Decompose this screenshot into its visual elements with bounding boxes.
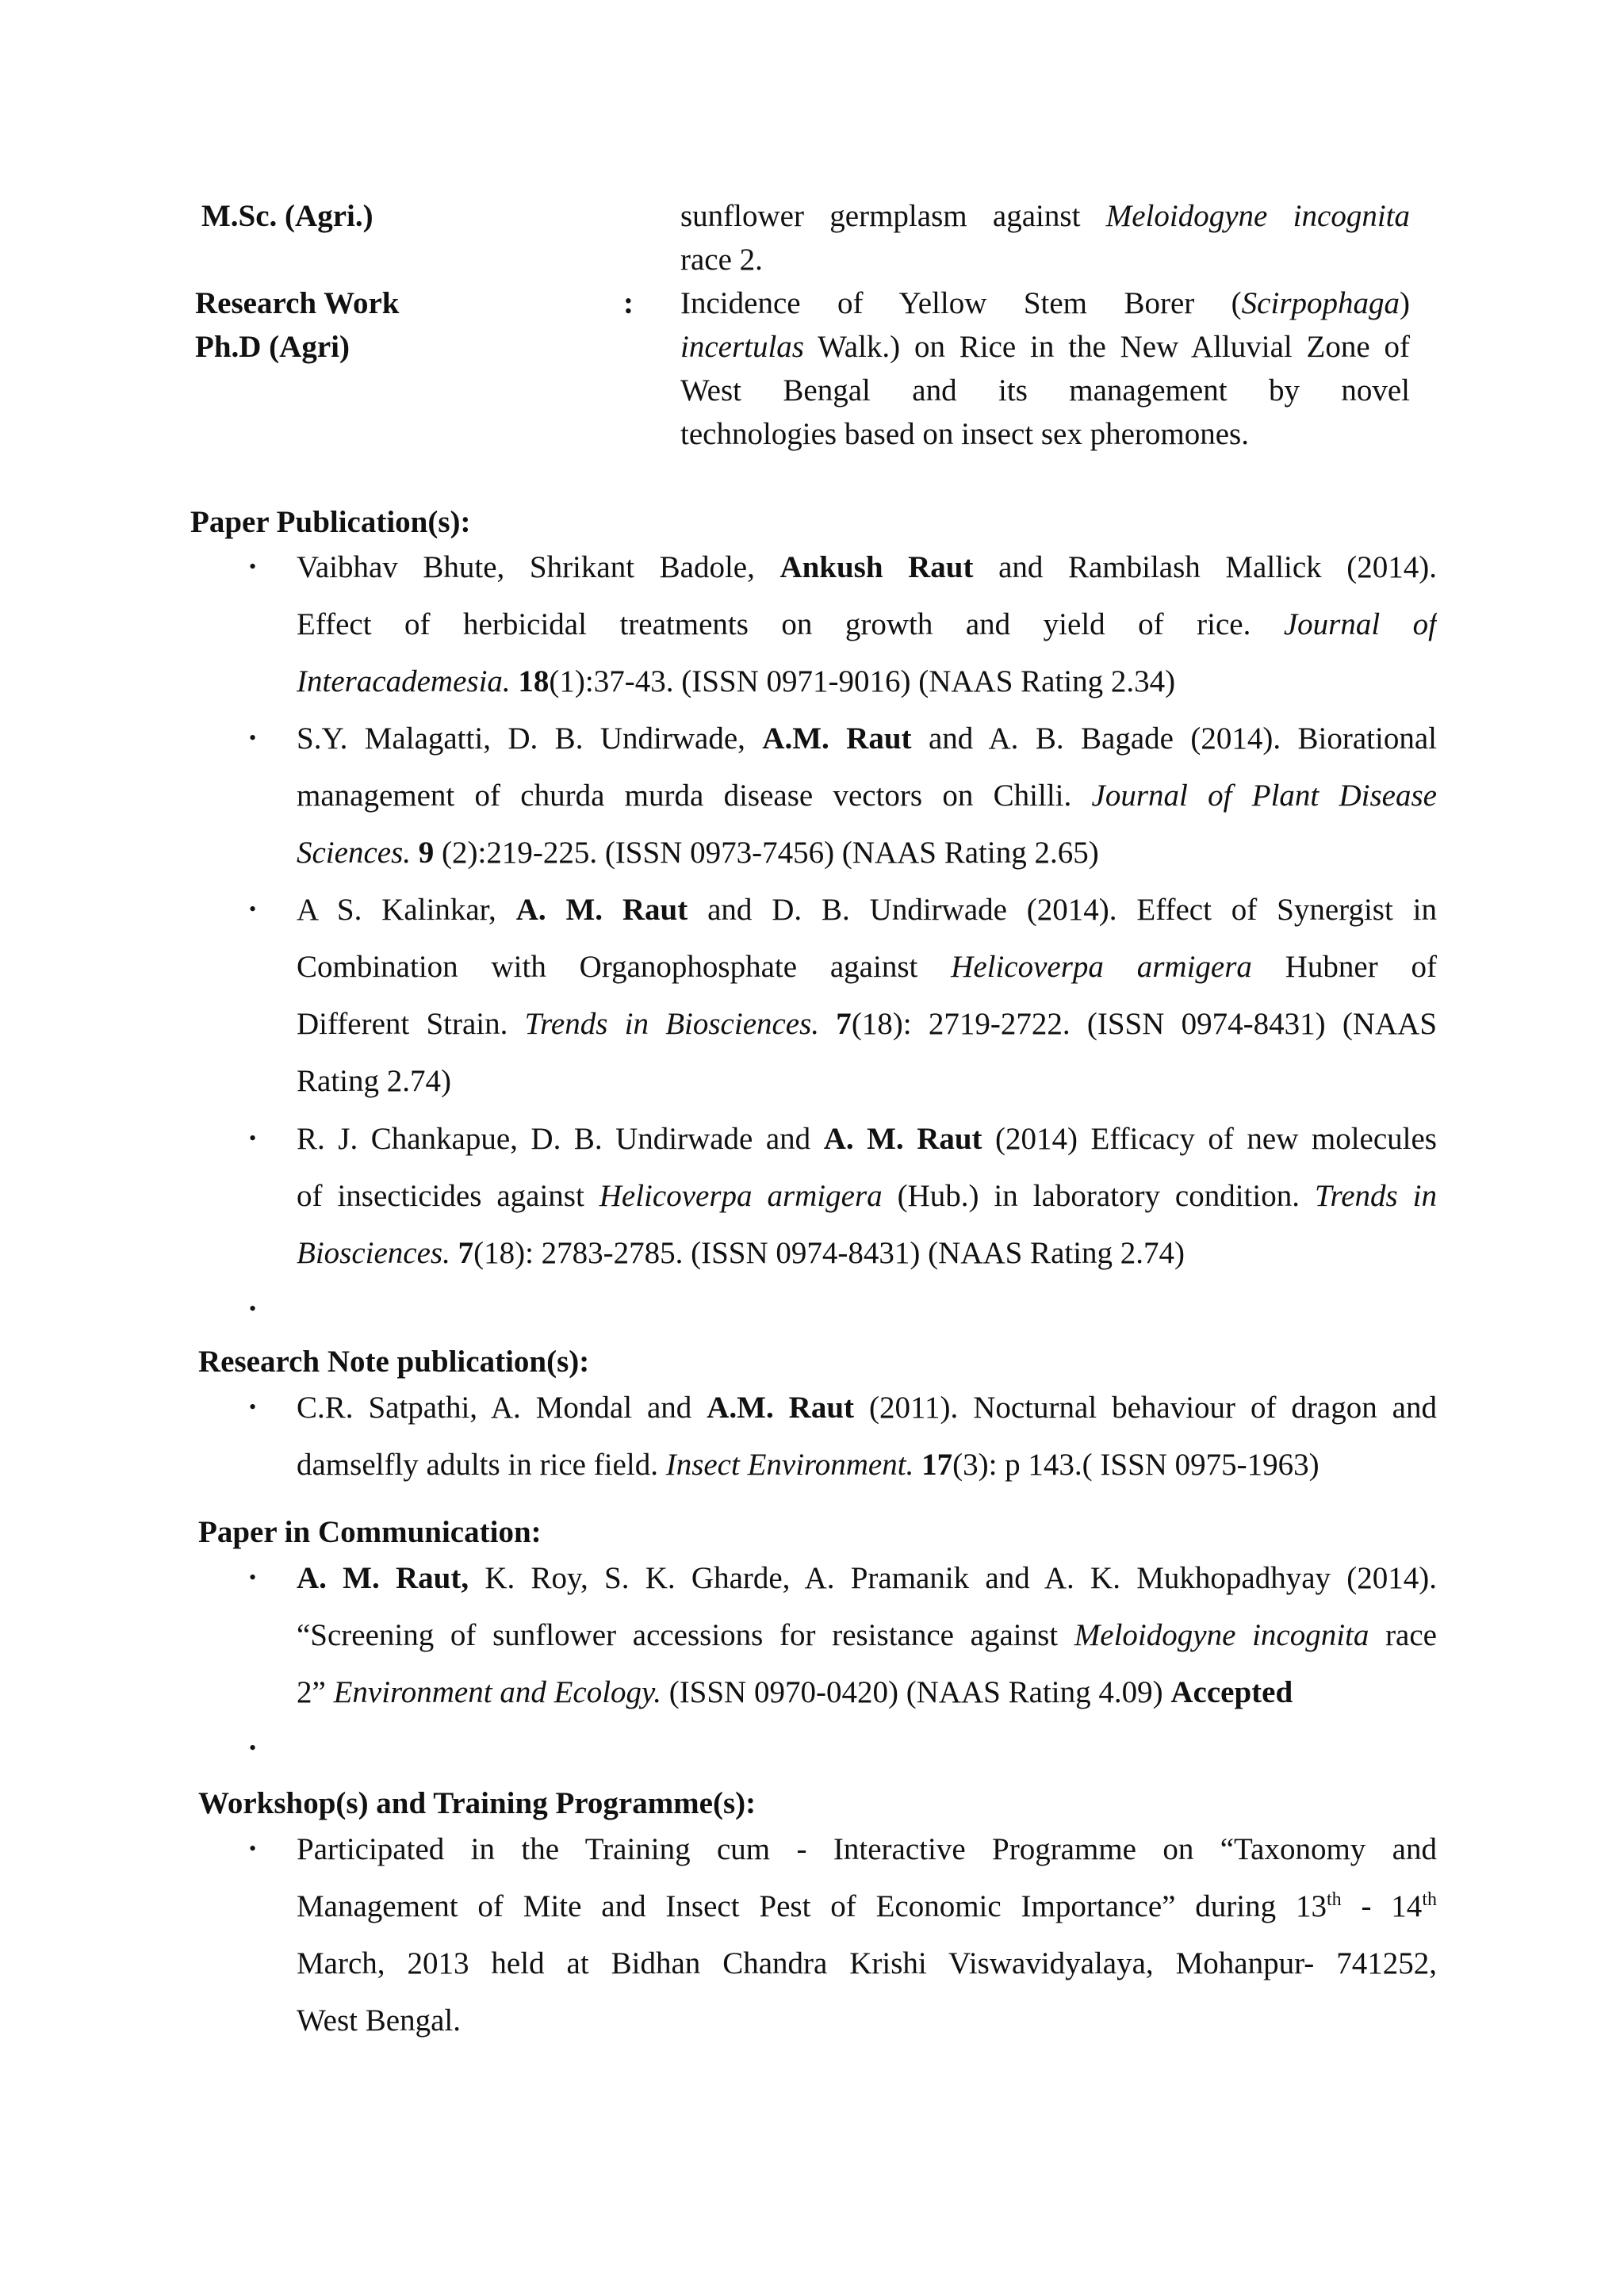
section-paper-in-communication: Paper in Communication: [198, 1515, 542, 1549]
phd-line-1: Incidence of Yellow Stem Borer (Scirpophaga) [680, 286, 1410, 320]
bullet: • [249, 1395, 257, 1418]
phd-line-2: incertulas Walk.) on Rice in the New Alluvial Zone of [680, 330, 1410, 364]
bullet: • [249, 1837, 257, 1860]
phd-line-3: West Bengal and its management by novel [680, 373, 1410, 408]
bullet: • [249, 1127, 257, 1150]
section-workshops: Workshop(s) and Training Programme(s): [198, 1786, 756, 1820]
bullet: • [249, 1566, 257, 1589]
msc-line-1: sunflower germplasm against Meloidogyne incognita [680, 199, 1410, 233]
workshop-item-1: Participated in the Training cum - Interactive Programme on “Taxonomy and Management of Mite and Insect Pest of Economic Importance” during 13th - 14th March, 2013 held at Bidhan Chandra Krishi Viswavidyalaya, Mohanpur- 741252, West Bengal. [297, 1832, 1437, 2038]
bullet-empty: • [249, 1736, 257, 1759]
phd-line-4: technologies based on insect sex pheromones. [680, 417, 1249, 451]
label-phd: Ph.D (Agri) [195, 330, 350, 364]
paper-item-1: Vaibhav Bhute, Shrikant Badole, Ankush Raut and Rambilash Mallick (2014). Effect of herbicidal treatments on growth and yield of rice. Journal of Interacademesia. 18(1):37-43. (ISSN 0971-9016) (NAAS Rating 2.34) [297, 550, 1437, 698]
section-paper-publications: Paper Publication(s): [190, 505, 471, 539]
paper-item-3: A S. Kalinkar, A. M. Raut and D. B. Undirwade (2014). Effect of Synergist in Combination with Organophosphate against Helicoverpa armigera Hubner of Different Strain. Trends in Biosciences. 7(18): 2719-2722. (ISSN 0974-8431) (NAAS Rating 2.74) [297, 893, 1437, 1098]
label-msc: M.Sc. (Agri.) [201, 199, 373, 233]
colon: : [623, 286, 634, 320]
paper-item-2: S.Y. Malagatti, D. B. Undirwade, A.M. Raut and A. B. Bagade (2014). Biorational management of churda murda disease vectors on Chilli. Journal of Plant Disease Sciences. 9 (2):219-225. (ISSN 0973-7456) (NAAS Rating 2.65) [297, 721, 1437, 870]
note-item-1: C.R. Satpathi, A. Mondal and A.M. Raut (2011). Nocturnal behaviour of dragon and damselfly adults in rice field. Insect Environment. 17(3): p 143.( ISSN 0975-1963) [297, 1391, 1437, 1482]
bullet-empty: • [249, 1297, 257, 1320]
section-research-notes: Research Note publication(s): [198, 1345, 590, 1379]
paper-item-4: R. J. Chankapue, D. B. Undirwade and A. M. Raut (2014) Efficacy of new molecules of insecticides against Helicoverpa armigera (Hub.) in laboratory condition. Trends in Biosciences. 7(18): 2783-2785. (ISSN 0974-8431) (NAAS Rating 2.74) [297, 1122, 1437, 1270]
bullet: • [249, 555, 257, 578]
communication-item-1: A. M. Raut, K. Roy, S. K. Gharde, A. Pramanik and A. K. Mukhopadhyay (2014). “Screening of sunflower accessions for resistance against Meloidogyne incognita race 2” Environment and Ecology. (ISSN 0970-0420) (NAAS Rating 4.09) Accepted [297, 1561, 1437, 1709]
bullet: • [249, 726, 257, 749]
msc-line-2: race 2. [680, 243, 763, 277]
bullet: • [249, 897, 257, 920]
label-research-work: Research Work [195, 286, 400, 320]
